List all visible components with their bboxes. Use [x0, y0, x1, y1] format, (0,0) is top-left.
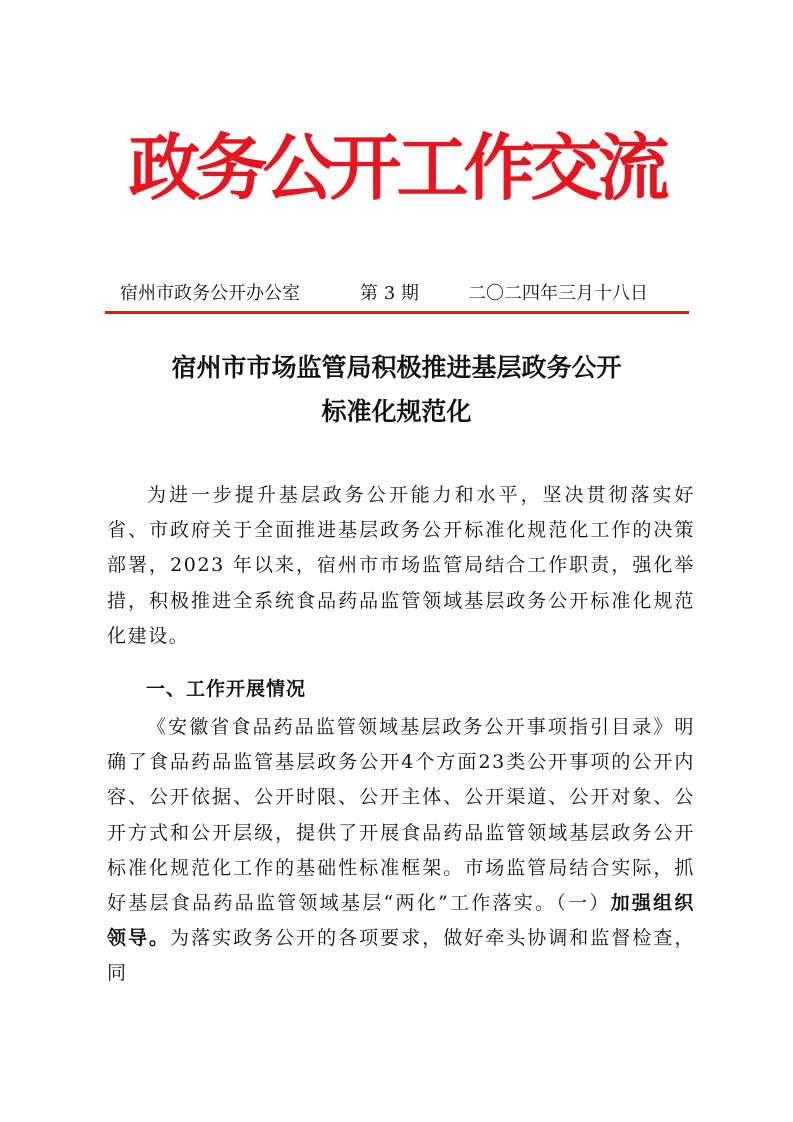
red-divider-rule	[105, 311, 689, 314]
section-heading-1: 一、工作开展情况	[146, 678, 307, 700]
intro-paragraph: 为进一步提升基层政务公开能力和水平，坚决贯彻落实好省、市政府关于全面推进基层政务公开标准化规范化工作的决策部署，2023 年以来，宿州市市场监管局结合工作职责，强化举措，积极推进全系统食品药品监管领域基层政务公开标准化规范化建设。	[107, 484, 695, 647]
paragraph-text: 《安徽省食品药品监管领域基层政务公开事项指引目录》明确了食品药品监管基层政务公开4个方面23类公开事项的公开内容、公开依据、公开时限、公开主体、公开渠道、公开对象、公开方式和公开层级，提供了开展食品药品监管领域基层政务公开标准化规范化工作的基础性标准框架。市场监管局结合实际，抓好基层食品药品监管领域基层“两化”工作落实。（一）	[107, 716, 695, 915]
article-title-line-1: 宿州市市场监管局积极推进基层政务公开	[171, 353, 622, 382]
paragraph-tail-text: 为落实政务公开的各项要求，做好牵头协调和监督检查，同	[107, 927, 695, 985]
article-title	[90, 346, 703, 434]
issue-date: 二〇二四年三月十八日	[468, 283, 648, 304]
issue-number: 第 3 期	[360, 283, 419, 304]
issue-info-line	[112, 274, 692, 306]
article-title-line-2: 标准化规范化	[321, 397, 472, 426]
masthead-title: 政务公开工作交流	[128, 125, 665, 210]
issuing-office: 宿州市政务公开办公室	[120, 283, 300, 304]
work-progress-paragraph	[107, 710, 695, 992]
emphasis-text: 加强组织领导。	[107, 892, 695, 950]
